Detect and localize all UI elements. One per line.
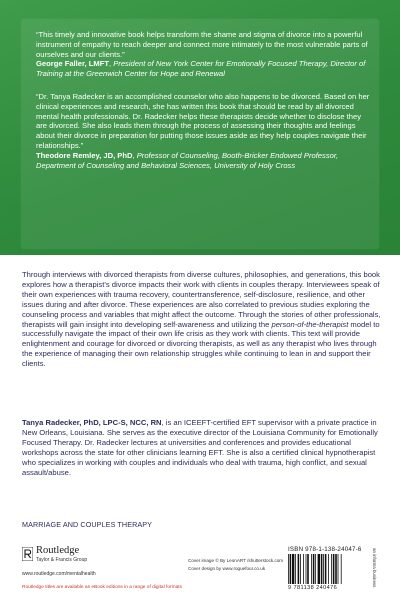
- cover-design-credit: Cover design by www.roguefour.co.uk: [188, 566, 266, 571]
- barcode-bar: [307, 554, 309, 584]
- description-emphasis: person-of-the-therapist: [271, 319, 349, 329]
- informa-tagline: an informa business: [372, 548, 377, 588]
- barcode-bar: [290, 554, 292, 584]
- author-bio-text: , is an ICEEFT-certified EFT supervisor with a private practice in New Orleans, Louisiana. She serves as the executive director of the Louisiana Community for Emotionally Focused Therapy. Dr. Radecker lectures at universities and conferences and provides educational workshops across the state for other clinicians learning EFT. She is also a certified clinical hypnotherapist who specializes in working with couples and individuals who deal with trauma, high conflict, and sexual assault/abuse.: [22, 418, 378, 477]
- author-name: Tanya Radecker, PhD, LPC-S, NCC, RN: [22, 418, 162, 427]
- barcode-bar: [338, 554, 339, 584]
- barcode-bar: [335, 554, 337, 584]
- barcode-bar: [298, 554, 300, 584]
- barcode-bar: [341, 554, 342, 584]
- barcode-bar: [292, 554, 294, 584]
- barcode-bar: [288, 554, 289, 584]
- author-bio: [22, 418, 382, 477]
- testimonial-2-text: “Dr. Tanya Radecker is an accomplished counselor who also happens to be divorced. Based on her clinical experiences and research, she has written this book that should be read by all divorced mental health professionals. Dr. Radecker helps these therapists decide whether to disclose they are divorced. She also leads them through the process of assessing their thoughts and feelings about their divorce in preparation for putting those issues aside as they help couples navigate their relationships.”: [36, 92, 370, 150]
- testimonial-1: “This timely and innovative book helps transform the shame and stigma of divorce into a powerful instrument of empathy to reach deeper and connect more intimately to the most vulnerable parts of ourselves and our clients.” George Faller, LMFT, President of New York Center for Emotionally Focused Therapy, Director of Training at the Greenwich Center for Hope and Renewal: [36, 30, 368, 79]
- publisher-name: Routledge: [36, 545, 80, 556]
- book-description: [22, 270, 382, 369]
- barcode-bar: [318, 554, 320, 584]
- barcode-bar: [328, 554, 329, 584]
- isbn-label: ISBN 978-1-138-24047-6: [288, 546, 362, 553]
- ebook-availability-note: Routledge titles are available as eBook editions in a range of digital formats: [22, 585, 182, 590]
- barcode-bar: [333, 554, 335, 584]
- barcode-bar: [325, 554, 327, 584]
- barcode-bar: [313, 554, 315, 584]
- cover-image-credit: Cover image © By LeonART /shutterstock.com: [188, 558, 284, 563]
- testimonial-1-title: President of New York Center for Emotionally Focused Therapy, Director of Training at the Greenwich Center for Hope and Renewal: [36, 59, 366, 79]
- barcode-bar: [331, 554, 332, 584]
- testimonial-1-name: George Faller, LMFT: [36, 59, 109, 69]
- routledge-r-icon: [22, 547, 33, 561]
- description-text-b: model to successfully navigate the impact of their own life crisis as they work with clients. This text will provide enlightenment and courage for divorced or divorcing therapists, as well as any therapist who lives through the experience of managing their own relationship struggles while continuing to lean in and support their clients.: [22, 319, 380, 369]
- barcode-bar: [295, 554, 296, 584]
- description-text-a: Through interviews with divorced therapists from diverse cultures, philosophies, and generations, this book explores how a therapist’s divorce impacts their work with clients in couples therapy. Interviewees speak of their own experiences with trauma recovery, countertransference, self-disclosure, resilience, and other issues during and after divorce. These experiences are also correlated to previous studies exploring the counseling process and variables that might affect the outcome. Through the stories of other professionals, therapists will gain insight into developing self-awareness and utilizing the: [22, 270, 381, 329]
- barcode-bar: [311, 554, 312, 584]
- testimonial-2: “Dr. Tanya Radecker is an accomplished counselor who also happens to be divorced. Based on her clinical experiences and research, she has written this book that should be read by all divorced mental health professionals. Dr. Radecker helps these therapists decide whether to disclose they are divorced. She also leads them through the process of assessing their thoughts and feelings about their divorce in preparation for putting those issues aside as they help couples navigate their relationships.” Theodore Remley, JD, PhD, Professor of Counseling, Booth-Bricker Endowed Professor, Department of Counseling and Behavioral Sciences, University of Holy Cross: [36, 92, 370, 170]
- barcode-bar: [300, 554, 301, 584]
- testimonial-2-name: Theodore Remley, JD, PhD: [36, 150, 133, 160]
- publisher-website: www.routledge.com/mentalhealth: [22, 571, 96, 577]
- testimonial-2-title: Professor of Counseling, Booth-Bricker Endowed Professor, Department of Counseling and Behavioral Sciences, University of Holy Cross: [36, 150, 339, 170]
- subject-category: MARRIAGE AND COUPLES THERAPY: [22, 520, 153, 529]
- barcode-bar: [323, 554, 324, 584]
- barcode-digits: 9 781138 240476: [288, 585, 338, 591]
- barcode: [286, 554, 366, 584]
- barcode-bar: [303, 554, 304, 584]
- publisher-subtitle: Taylor & Francis Group: [36, 557, 88, 563]
- barcode-bar: [315, 554, 316, 584]
- barcode-bar: [306, 554, 307, 584]
- testimonial-1-text: “This timely and innovative book helps transform the shame and stigma of divorce into a powerful instrument of empathy to reach deeper and connect more intimately to the most vulnerable parts of ourselves and our clients.”: [36, 30, 368, 59]
- barcode-bar: [321, 554, 323, 584]
